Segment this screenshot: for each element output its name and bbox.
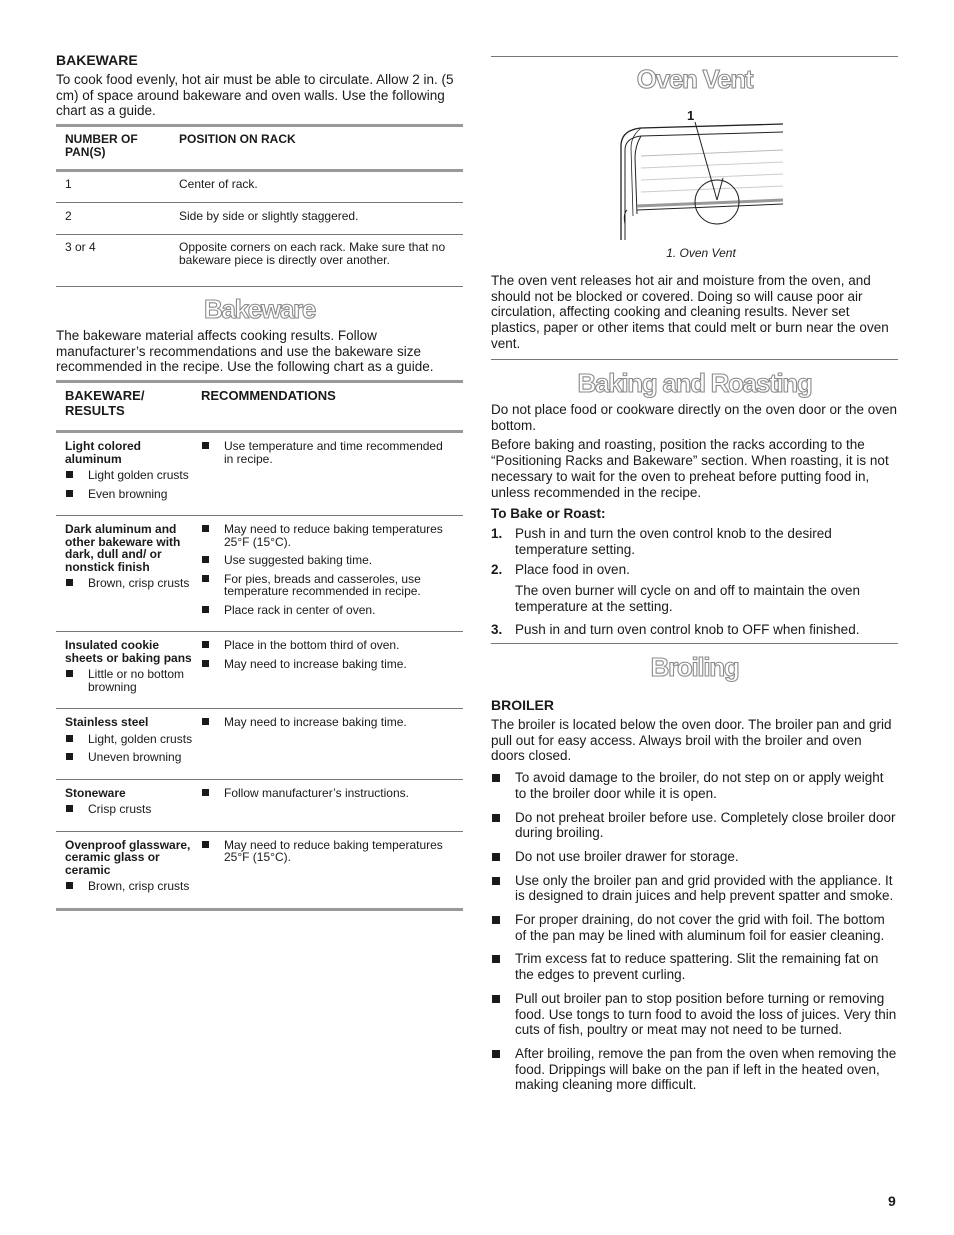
- step-text: Push in and turn oven control knob to OFF when finished.: [515, 622, 860, 638]
- table-row: [56, 709, 463, 780]
- broiler-intro: The broiler is located below the oven door. The broiler pan and grid pull out for easy access. Always broil with the broiler and oven doors closed.: [491, 717, 892, 764]
- list-item: Light golden crusts: [65, 469, 197, 482]
- bakeware-results-cell: [56, 779, 201, 831]
- bakeware-results-cell: [56, 432, 201, 516]
- oven-vent-body: The oven vent releases hot air and moisture from the oven, and should not be blocked or covered. Doing so will cause poor air circulation, affecting cooking and cleaning results. Never set plastics, paper or other items that could melt or burn near the oven vent.: [491, 273, 889, 351]
- table-row: [56, 632, 463, 709]
- list-item: May need to reduce baking temperatures 25°F (15°C).: [201, 523, 455, 548]
- baking-roasting-p2: Before baking and roasting, position the racks according to the “Positioning Racks and Bakeware” section. When roasting, it is not necessary to wait for the oven to preheat before putting food in, unless recommended in the recipe.: [491, 437, 889, 500]
- recommendations-list: [201, 716, 455, 729]
- baking-roasting-content: [491, 402, 898, 643]
- bakeware-table: [56, 380, 463, 911]
- col-header-bakeware: [56, 382, 201, 432]
- section-divider: [491, 643, 898, 644]
- recommendations-cell: [201, 779, 463, 831]
- recommendations-list: [201, 639, 455, 670]
- recommendations-list: [201, 523, 455, 616]
- list-item: Light, golden crusts: [65, 733, 197, 746]
- bakeware-name: Ovenproof glassware, ceramic glass or ceramic: [65, 837, 191, 877]
- table-row: [56, 779, 463, 831]
- list-item: For pies, breads and casseroles, use temperature recommended in recipe.: [201, 573, 455, 598]
- bakeware-spacing-intro: To cook food evenly, hot air must be able to circulate. Allow 2 in. (5 cm) of space around bakeware and oven walls. Use the following chart as a guide.: [56, 72, 454, 119]
- col-header-position: POSITION ON RACK: [169, 126, 463, 171]
- oven-vent-illustration: [601, 106, 791, 242]
- bakeware-title: Bakeware: [203, 294, 316, 324]
- bakeware-sub-heading: BAKEWARE: [56, 52, 138, 68]
- col-header-bakeware-line2: RESULTS: [65, 402, 125, 418]
- position-cell: Side by side or slightly staggered.: [169, 202, 463, 235]
- list-item: Brown, crisp crusts: [65, 577, 197, 590]
- list-item: Do not use broiler drawer for storage.: [491, 849, 898, 865]
- pans-cell: 3 or 4: [56, 235, 169, 271]
- bake-roast-steps: [491, 526, 898, 638]
- list-item: May need to reduce baking temperatures 25°F (15°C).: [201, 839, 455, 864]
- callout-number: 1: [687, 108, 695, 123]
- recommendations-cell: [201, 632, 463, 709]
- list-item: Use temperature and time recommended in recipe.: [201, 440, 455, 465]
- broiler-sub-heading: BROILER: [491, 697, 554, 713]
- position-cell: Center of rack.: [169, 171, 463, 203]
- list-item: To avoid damage to the broiler, do not step on or apply weight to the broiler door while it is open.: [491, 770, 898, 801]
- bakeware-name: Insulated cookie sheets or baking pans: [65, 638, 192, 665]
- col-header-recommendations: RECOMMENDATIONS: [201, 382, 463, 432]
- recommendations-list: [201, 839, 455, 864]
- step-note: The oven burner will cycle on and off to maintain the oven temperature at the setting.: [515, 583, 860, 614]
- recommendations-cell: [201, 831, 463, 909]
- table-header-row: [56, 126, 463, 171]
- list-item: For proper draining, do not cover the grid with foil. The bottom of the pan may be lined with aluminum foil for easier cleaning.: [491, 912, 898, 943]
- step-number: 3.: [491, 622, 503, 638]
- table-row: [56, 432, 463, 516]
- bakeware-results-cell: [56, 516, 201, 632]
- bakeware-results-cell: [56, 831, 201, 909]
- list-item: Do not preheat broiler before use. Completely close broiler door during broiling.: [491, 810, 898, 841]
- bakeware-results-cell: [56, 709, 201, 780]
- list-item: Use only the broiler pan and grid provided with the appliance. It is designed to drain juices and help prevent spatter and smoke.: [491, 873, 898, 904]
- baking-roasting-title: Baking and Roasting: [577, 368, 812, 398]
- list-item: Uneven browning: [65, 751, 197, 764]
- recommendations-list: [201, 787, 455, 800]
- col-header-bakeware-line1: BAKEWARE/: [65, 388, 145, 403]
- table-row: [56, 831, 463, 909]
- section-divider: [491, 359, 898, 360]
- table-row: [56, 171, 463, 203]
- table-row: [56, 516, 463, 632]
- list-item: May need to increase baking time.: [201, 658, 455, 671]
- recommendations-cell: [201, 709, 463, 780]
- bakeware-rows: [56, 432, 463, 910]
- list-item: May need to increase baking time.: [201, 716, 455, 729]
- list-item: Trim excess fat to reduce spattering. Slit the remaining fat on the edges to prevent curling.: [491, 951, 898, 982]
- list-item: Brown, crisp crusts: [65, 880, 197, 893]
- recommendations-cell: [201, 432, 463, 516]
- results-list: [65, 803, 197, 816]
- results-list: [65, 880, 197, 893]
- recommendations-list: [201, 440, 455, 465]
- step-number: 1.: [491, 525, 503, 541]
- steps-heading: To Bake or Roast:: [491, 506, 606, 522]
- section-divider: [56, 286, 463, 287]
- oven-vent-diagram: [601, 106, 791, 242]
- list-item: Crisp crusts: [65, 803, 197, 816]
- position-cell: Opposite corners on each rack. Make sure that no bakeware piece is directly over another.: [169, 235, 463, 271]
- pans-cell: 1: [56, 171, 169, 203]
- list-item: Little or no bottom browning: [65, 668, 197, 693]
- broiler-bullet-list: [491, 770, 898, 1093]
- list-item: Place rack in center of oven.: [201, 604, 455, 617]
- results-list: [65, 577, 197, 590]
- page-number: 9: [888, 1193, 896, 1209]
- bakeware-name: Light colored aluminum: [65, 439, 141, 466]
- table-row: [56, 235, 463, 271]
- step-item: [491, 622, 898, 638]
- oven-vent-title: Oven Vent: [636, 64, 753, 94]
- step-number: 2.: [491, 562, 503, 578]
- table-bottom-rule: [56, 909, 463, 911]
- list-item: Use suggested baking time.: [201, 554, 455, 567]
- step-item: [491, 526, 898, 557]
- list-item: Place in the bottom third of oven.: [201, 639, 455, 652]
- oven-vent-caption: 1. Oven Vent: [666, 246, 736, 260]
- list-item: Pull out broiler pan to stop position before turning or removing food. Use tongs to turn food to avoid the loss of juices. Very thin cuts of fish, poultry or meat may not need to be turned.: [491, 991, 898, 1038]
- step-item: [491, 562, 898, 614]
- step-text: Push in and turn the oven control knob to the desired temperature setting.: [515, 525, 832, 557]
- broiling-content: [491, 697, 898, 1101]
- results-list: [65, 469, 197, 500]
- baking-roasting-p1: Do not place food or cookware directly on the oven door or the oven bottom.: [491, 402, 897, 433]
- col-header-pans: NUMBER OF PAN(S): [56, 126, 169, 171]
- recommendations-cell: [201, 516, 463, 632]
- bakeware-intro: The bakeware material affects cooking results. Follow manufacturer’s recommendations and use the bakeware size recommended in the recipe. Use the following chart as a guide.: [56, 328, 434, 375]
- list-item: Even browning: [65, 488, 197, 501]
- pan-position-table: [56, 124, 463, 270]
- step-text: Place food in oven.: [515, 562, 630, 578]
- results-list: [65, 668, 197, 693]
- list-item: Follow manufacturer’s instructions.: [201, 787, 455, 800]
- bakeware-name: Stoneware: [65, 785, 126, 800]
- bakeware-table-header: [56, 382, 463, 432]
- list-item: After broiling, remove the pan from the oven when removing the food. Drippings will bake on the pan if left in the heated oven, making cleaning more difficult.: [491, 1046, 898, 1093]
- bakeware-spacing-section: [56, 52, 463, 119]
- bottom-rule-cell: [56, 909, 463, 911]
- bakeware-name: Dark aluminum and other bakeware with dark, dull and/ or nonstick finish: [65, 522, 181, 574]
- broiling-title: Broiling: [650, 652, 739, 682]
- section-divider: [491, 56, 898, 57]
- pans-cell: 2: [56, 202, 169, 235]
- results-list: [65, 733, 197, 764]
- bakeware-name: Stainless steel: [65, 715, 149, 729]
- table-row: [56, 202, 463, 235]
- bakeware-results-cell: [56, 632, 201, 709]
